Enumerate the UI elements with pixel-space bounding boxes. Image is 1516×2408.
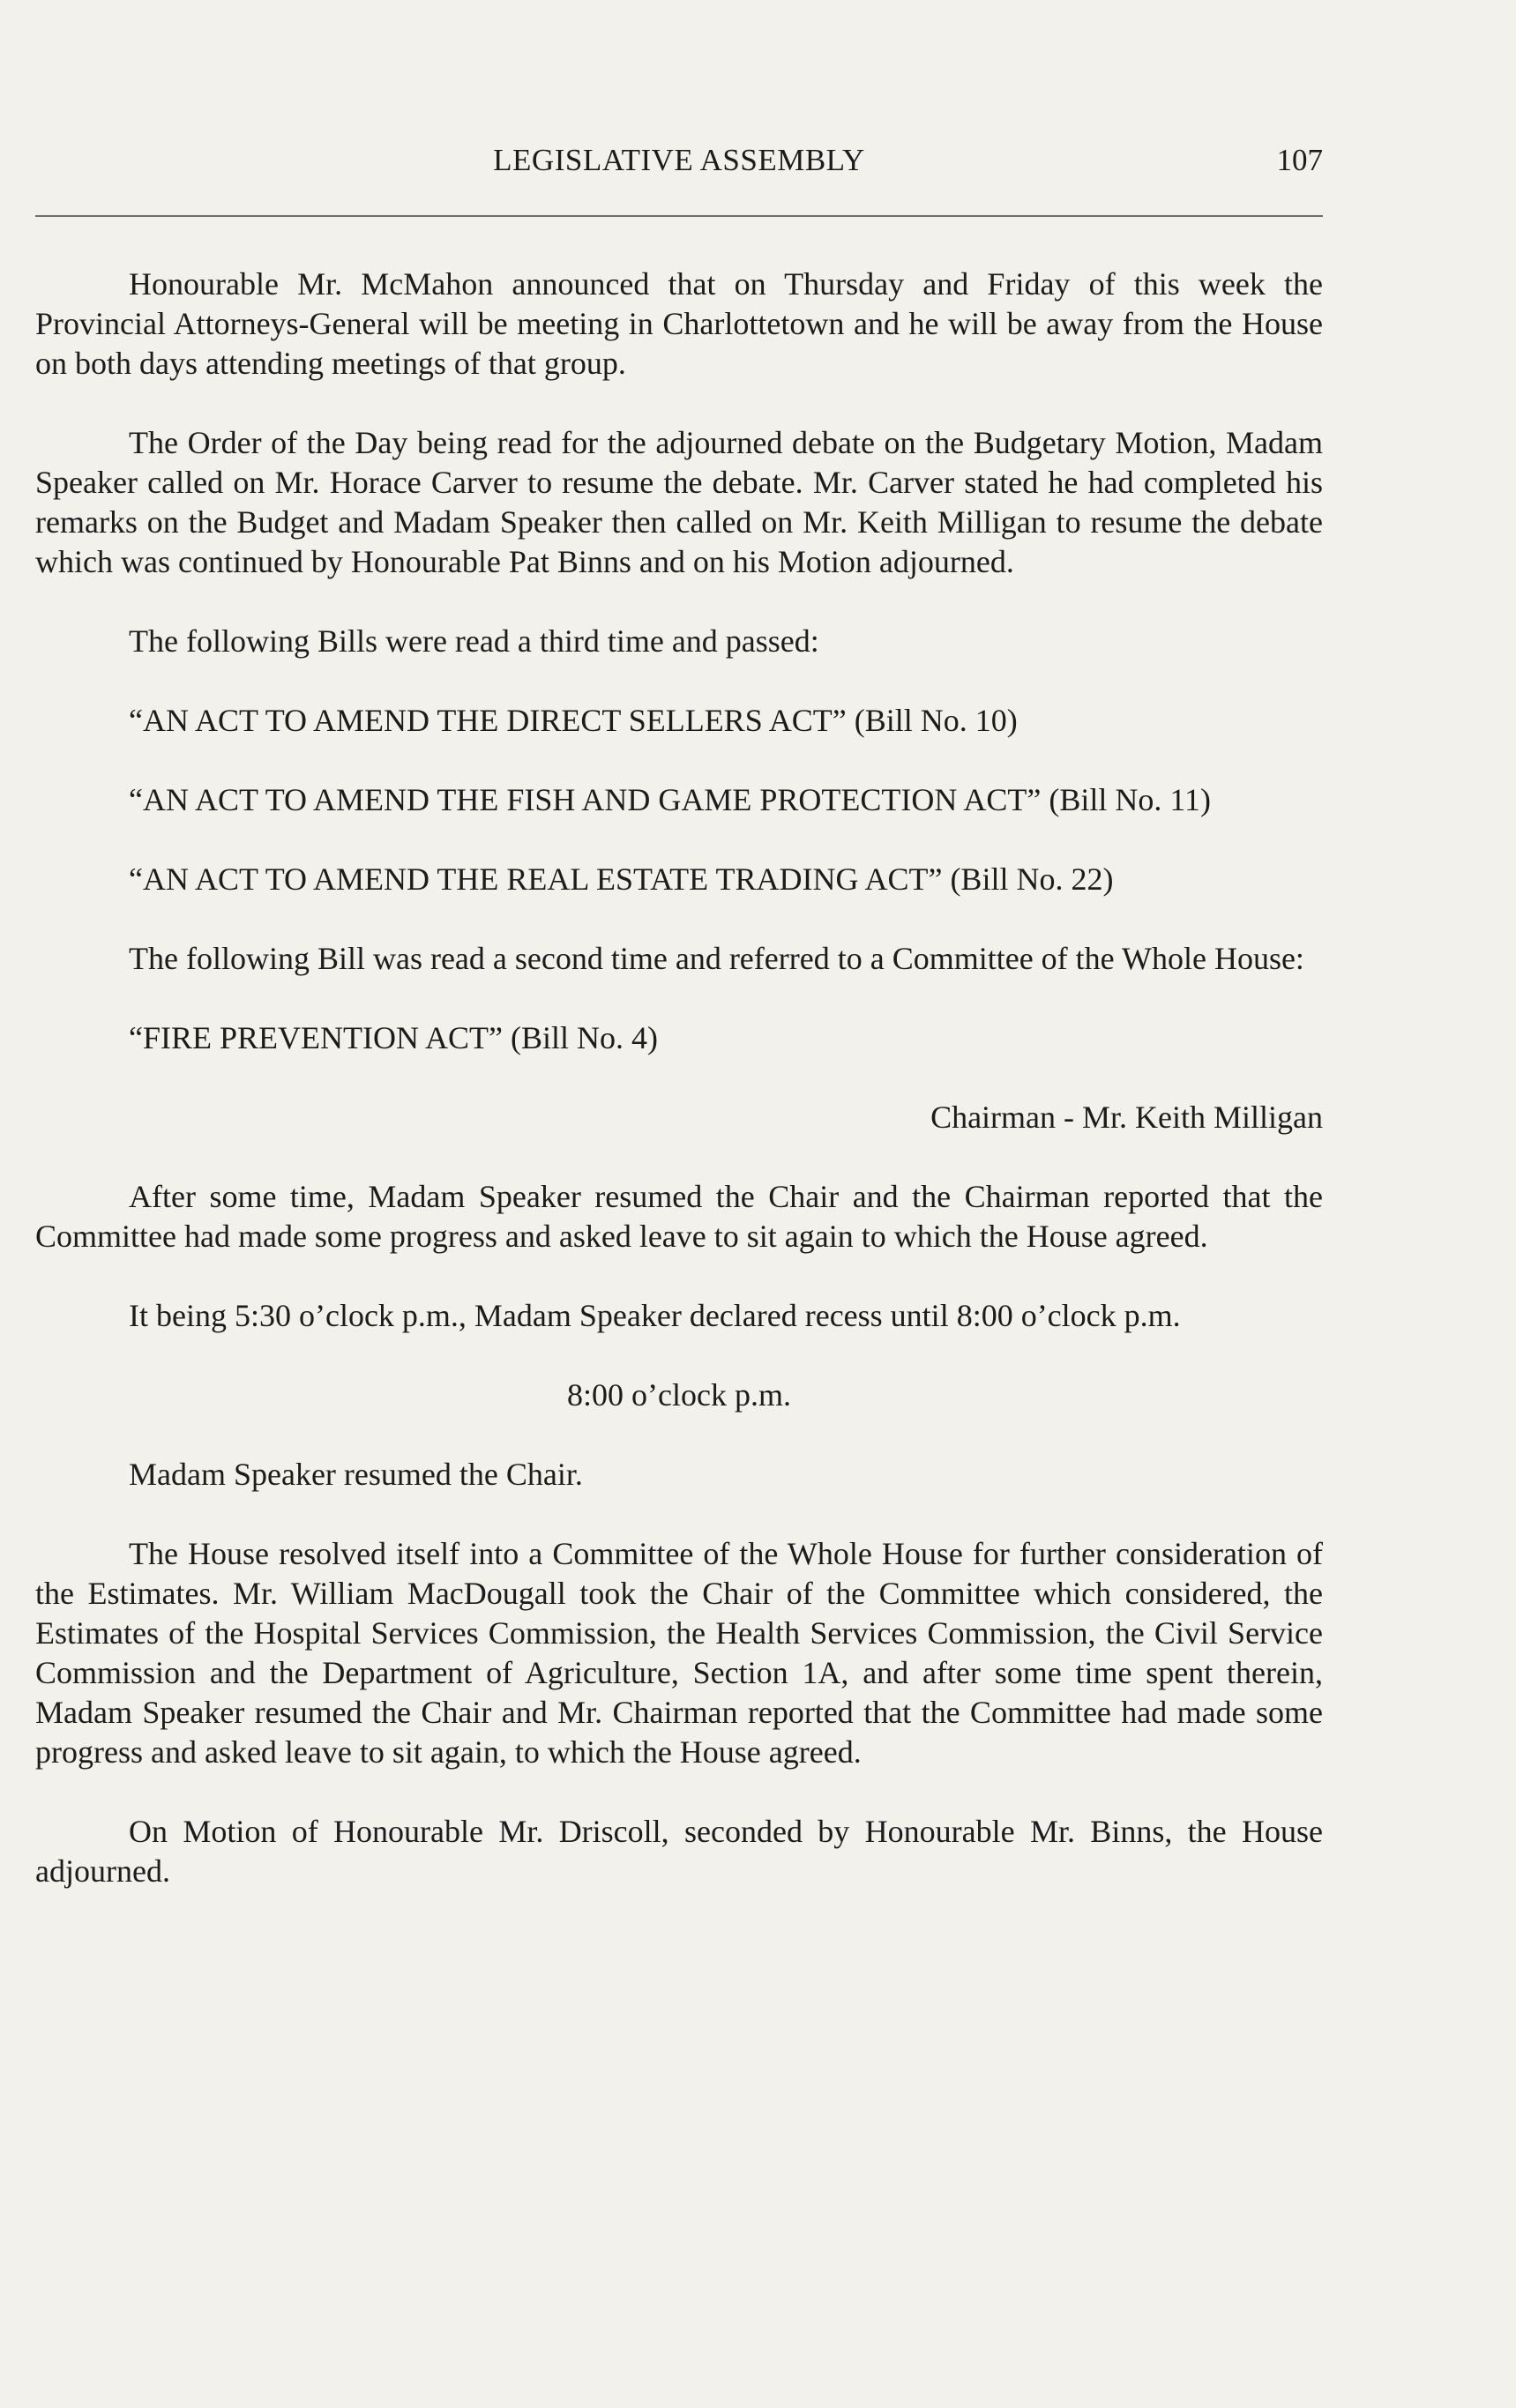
- page-number: 107: [1276, 143, 1323, 177]
- running-title: LEGISLATIVE ASSEMBLY: [493, 143, 865, 177]
- page-header: [35, 143, 1323, 187]
- bill-fire-prevention: “FIRE PREVENTION ACT” (Bill No. 4): [129, 1020, 658, 1055]
- journal-body: [35, 265, 1323, 1931]
- bill-fish-and-game: “AN ACT TO AMEND THE FISH AND GAME PROTECTION ACT” (Bill No. 11): [129, 782, 1212, 817]
- evening-sitting-time: 8:00 o’clock p.m.: [567, 1377, 791, 1413]
- paragraph-adjournment: On Motion of Honourable Mr. Driscoll, seconded by Honourable Mr. Binns, the House adjourned.: [35, 1814, 1323, 1889]
- paragraph-committee-report: After some time, Madam Speaker resumed the Chair and the Chairman reported that the Committee had made some progress and asked leave to sit again to which the House agreed.: [35, 1179, 1323, 1254]
- bill-direct-sellers: “AN ACT TO AMEND THE DIRECT SELLERS ACT” (Bill No. 10): [129, 703, 1018, 738]
- paragraph-budget-debate: The Order of the Day being read for the adjourned debate on the Budgetary Motion, Madam Speaker called on Mr. Horace Carver to resume the debate. Mr. Carver stated he had completed his remarks on the Budget and Madam Speaker then called on Mr. Keith Milligan to resume the debate which was continued by Honourable Pat Binns and on his Motion adjourned.: [35, 425, 1323, 579]
- paragraph-recess: It being 5:30 o’clock p.m., Madam Speaker declared recess until 8:00 o’clock p.m.: [129, 1298, 1181, 1333]
- paragraph-estimates: The House resolved itself into a Committee of the Whole House for further consideration of the Estimates. Mr. William MacDougall took the Chair of the Committee which considered, the Estimates of the Hospital Services Commission, the Health Services Commission, the Civil Service Commission and the Department of Agriculture, Section 1A, and after some time spent therein, Madam Speaker resumed the Chair and Mr. Chairman reported that the Committee had made some progress and asked leave to sit again, to which the House agreed.: [35, 1536, 1323, 1770]
- paragraph-third-reading-intro: The following Bills were read a third time and passed:: [129, 623, 819, 659]
- bill-real-estate: “AN ACT TO AMEND THE REAL ESTATE TRADING ACT” (Bill No. 22): [129, 861, 1114, 897]
- committee-chairman: Chairman - Mr. Keith Milligan: [930, 1100, 1323, 1135]
- paragraph-attorneys-general: Honourable Mr. McMahon announced that on Thursday and Friday of this week the Provincial Attorneys-General will be meeting in Charlottetown and he will be away from the House on both days attending meetings of that group.: [35, 266, 1323, 381]
- header-rule: [35, 215, 1323, 217]
- paragraph-speaker-resumed: Madam Speaker resumed the Chair.: [129, 1457, 583, 1492]
- paragraph-second-reading-intro: The following Bill was read a second time and referred to a Committee of the Whole House:: [129, 941, 1304, 976]
